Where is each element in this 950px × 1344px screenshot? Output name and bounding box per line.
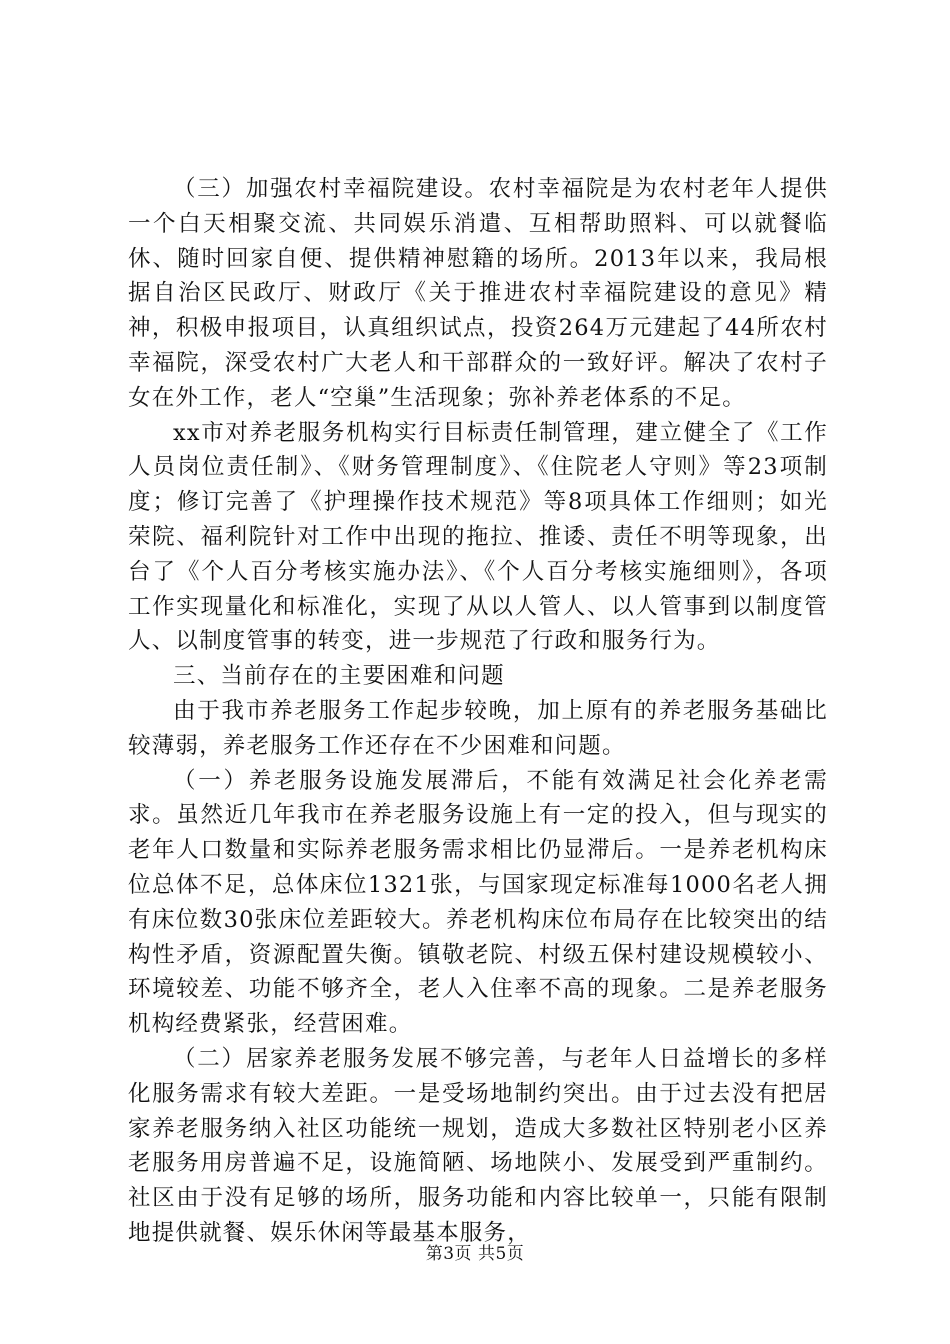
paragraph-facilities-lagging: （一）养老服务设施发展滞后，不能有效满足社会化养老需求。虽然近几年我市在养老服务设施上有一定的投入，但与现实的老年人口数量和实际养老服务需求相比仍显滞后。一是养老机构床位总体不足，总体床位1321张，与国家现定标准每1000名老人拥有床位数30张床位差距较大。养老机构床位布局存在比较突出的结构性矛盾，资源配置失衡。镇敬老院、村级五保村建设规模较小、环境较差、功能不够齐全，老人入住率不高的现象。二是养老服务机构经费紧张，经营困难。 xyxy=(128,767,828,1038)
paragraph-home-care-gap: （二）居家养老服务发展不够完善，与老年人日益增长的多样化服务需求有较大差距。一是受场地制约突出。由于过去没有把居家养老服务纳入社区功能统一规划，造成大多数社区特别老小区养老服务用房普遍不足，设施简陋、场地陕小、发展受到严重制约。社区由于没有足够的场所，服务功能和内容比较单一，只能有限制地提供就餐、娱乐休闲等最基本服务， xyxy=(128,1045,828,1246)
section-heading-difficulties: 三、当前存在的主要困难和问题 xyxy=(173,663,505,690)
paragraph-rural-happiness-homes: （三）加强农村幸福院建设。农村幸福院是为农村老年人提供一个白天相聚交流、共同娱乐消遣、互相帮助照料、可以就餐临休、随时回家自便、提供精神慰籍的场所。2013年以来，我局根据自治区民政厅、财政厅《关于推进农村幸福院建设的意见》精神，积极申报项目，认真组织试点，投资264万元建起了44所农村幸福院，深受农村广大老人和干部群众的一致好评。解决了农村子女在外工作，老人“空巢”生活现象；弥补养老体系的不足。 xyxy=(128,176,828,411)
paragraph-intro-difficulties: 由于我市养老服务工作起步较晚，加上原有的养老服务基础比较薄弱，养老服务工作还存在不少困难和问题。 xyxy=(128,697,828,759)
page-number-footer: 第3页 共5页 xyxy=(425,1244,525,1264)
paragraph-target-responsibility: xx市对养老服务机构实行目标责任制管理，建立健全了《工作人员岗位责任制》、《财务管理制度》、《住院老人守则》等23项制度；修订完善了《护理操作技术规范》等8项具体工作细则；如光荣院、福利院针对工作中出现的拖拉、推诿、责任不明等现象，出台了《个人百分考核实施办法》、《个人百分考核实施细则》，各项工作实现量化和标准化，实现了从以人管人、以人管事到以制度管人、以制度管事的转变，进一步规范了行政和服务行为。 xyxy=(128,419,828,655)
document-body xyxy=(128,172,828,1251)
